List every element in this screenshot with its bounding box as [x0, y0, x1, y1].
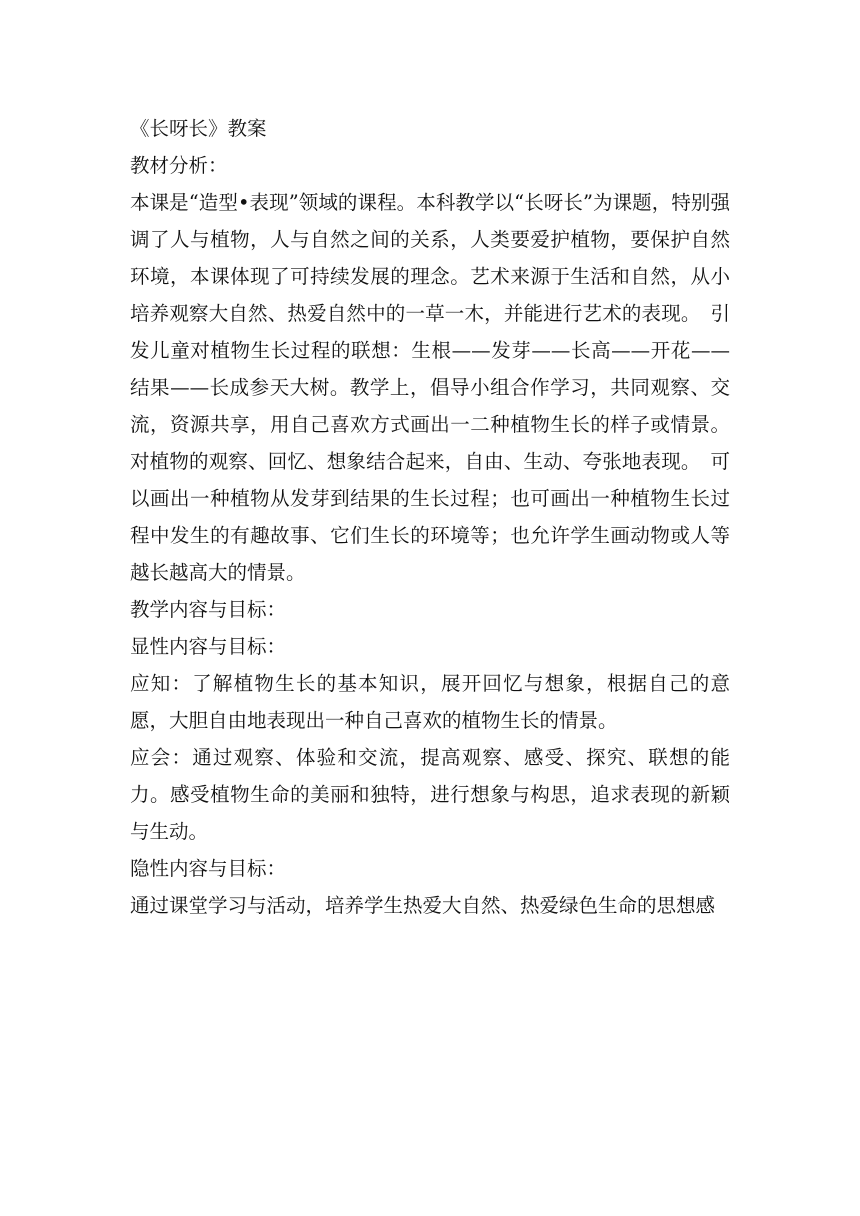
- goals-heading: 教学内容与目标：: [130, 598, 287, 621]
- analysis-paragraph: 本课是“造型•表现”领域的课程。本科教学以“长呀长”为课题，特别强调了人与植物，人与自然之间的关系，人类要爱护植物，要保护自然环境，本课体现了可持续发展的理念。艺术来源于生活和自然，从小培养观察大自然、热爱自然中的一草一木，并能进行艺术的表现。 引发儿童对植物生长过程的联想：生根——发芽——长高——开花——结果——长成参天大树。教学上，倡导小组合作学习，共同观察、交流，资源共享，用自己喜欢方式画出一二种植物生长的样子或情景。对植物的观察、回忆、想象结合起来，自由、生动、夸张地表现。 可以画出一种植物从发芽到结果的生长过程；也可画出一种植物生长过程中发生的有趣故事、它们生长的环境等；也允许学生画动物或人等越长越高大的情景。: [130, 191, 730, 584]
- implicit-goals-heading: 隐性内容与目标：: [130, 857, 287, 880]
- can-paragraph: 应会：通过观察、体验和交流，提高观察、感受、探究、联想的能力。感受植物生命的美丽和独特，进行想象与构思，追求表现的新颖与生动。: [130, 746, 730, 843]
- analysis-heading: 教材分析：: [130, 154, 228, 177]
- implicit-paragraph: 通过课堂学习与活动，培养学生热爱大自然、热爱绿色生命的思想感: [130, 894, 716, 917]
- know-paragraph: 应知：了解植物生长的基本知识，展开回忆与想象，根据自己的意愿，大胆自由地表现出一种自己喜欢的植物生长的情景。: [130, 672, 730, 732]
- explicit-goals-heading: 显性内容与目标：: [130, 635, 287, 658]
- document-title: 《长呀长》教案: [130, 117, 267, 140]
- document-body: [130, 110, 730, 924]
